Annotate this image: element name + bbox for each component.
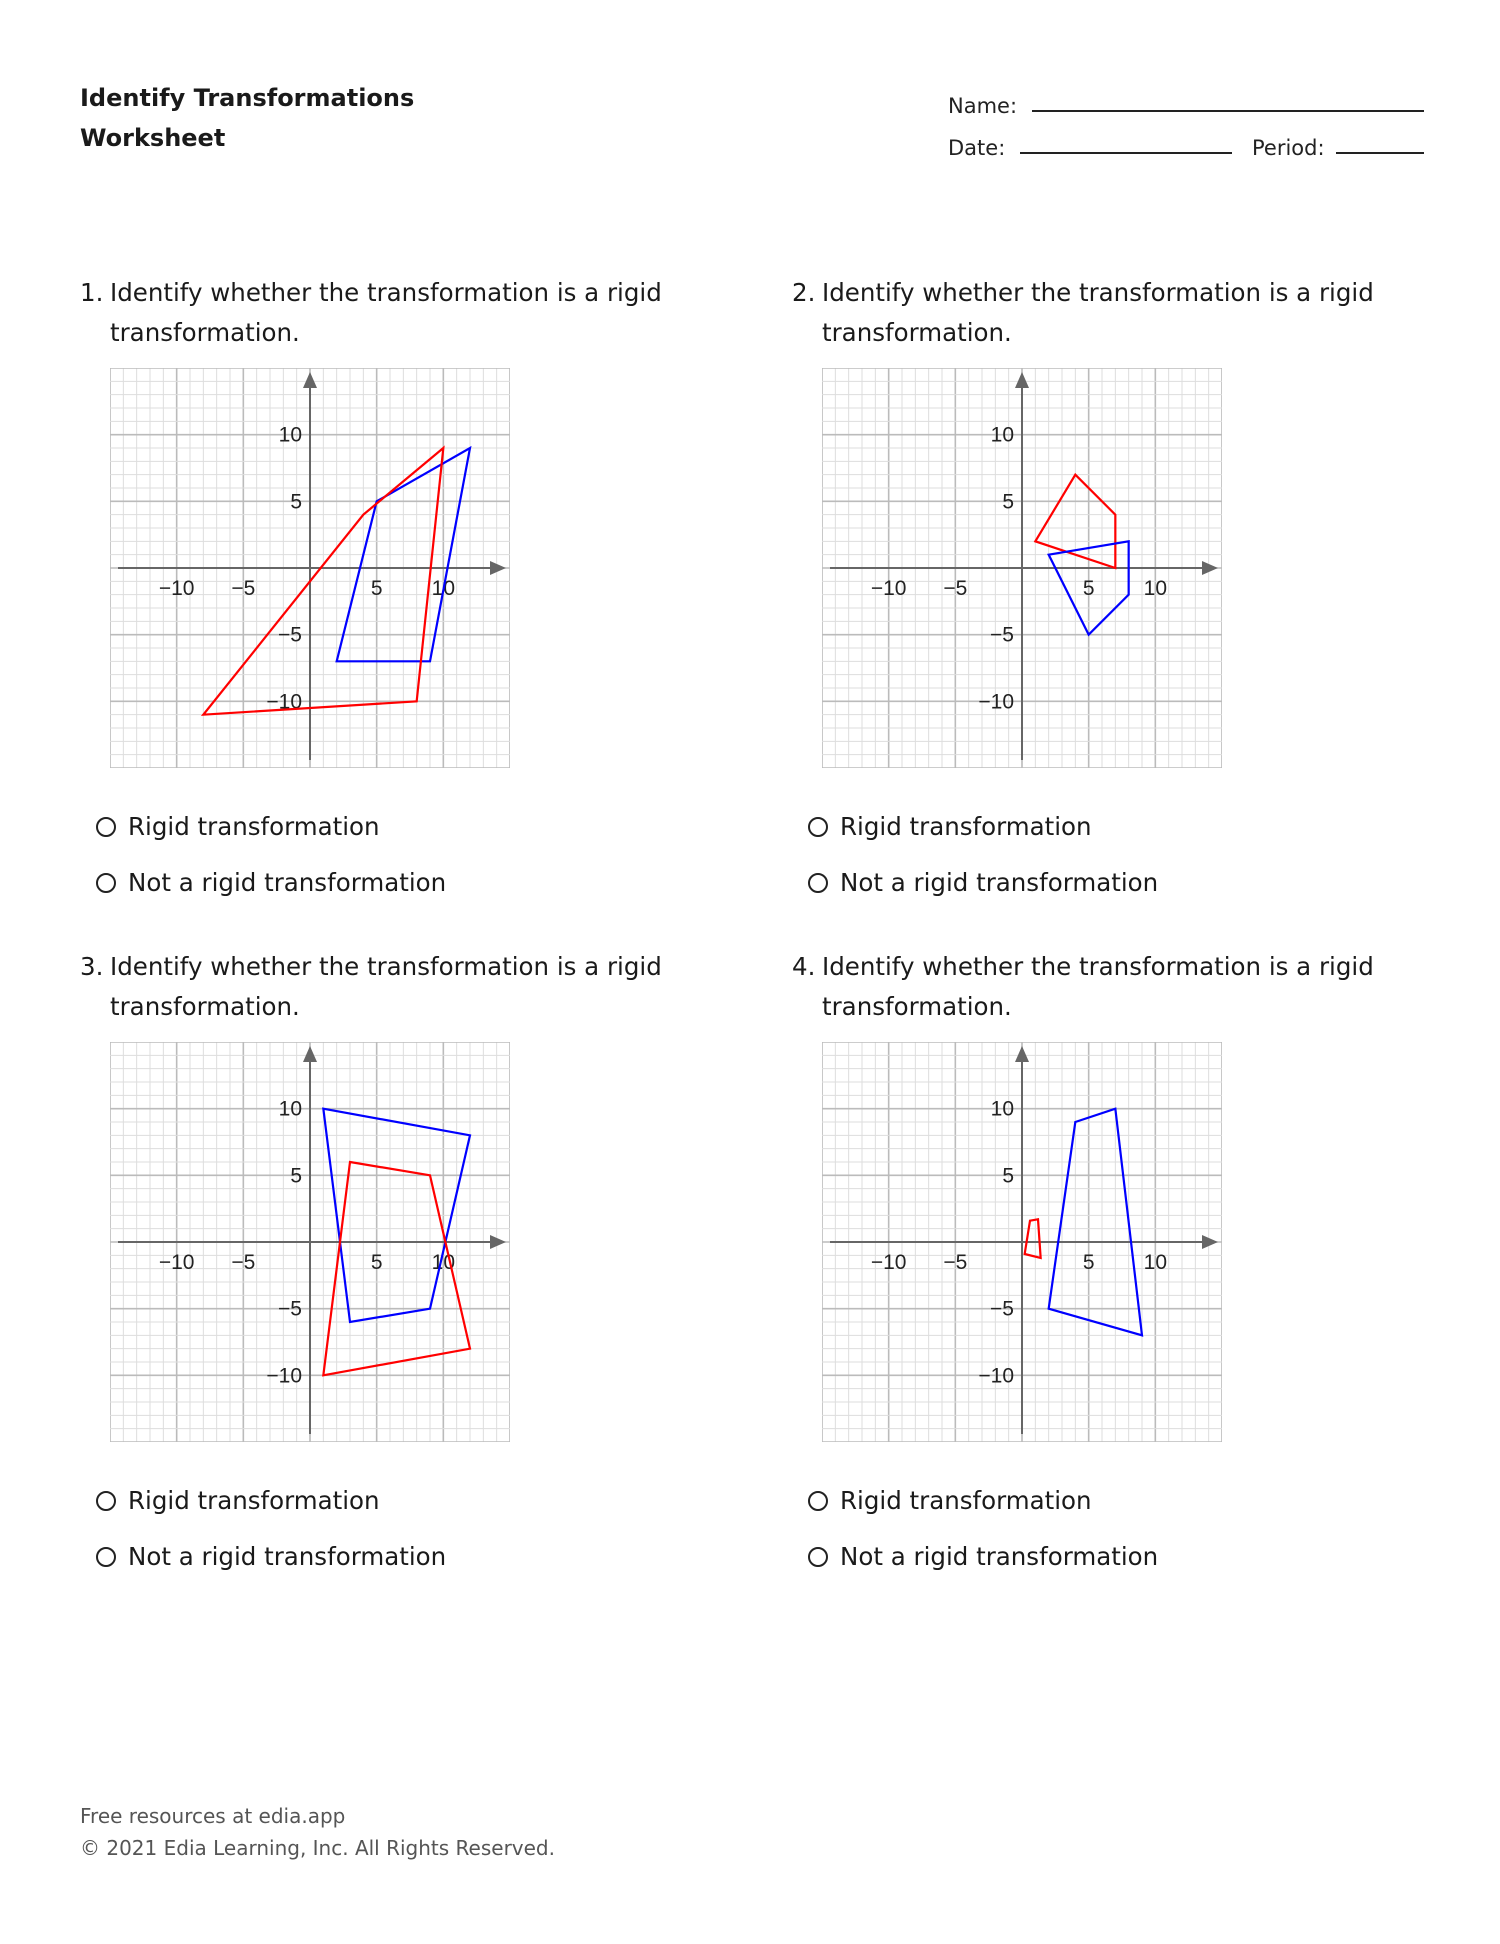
x-tick-label: −5 xyxy=(943,577,968,600)
question-text: Identify whether the transformation is a rigid xyxy=(110,952,662,981)
radio-button[interactable] xyxy=(808,1547,828,1567)
x-tick-label: 5 xyxy=(1082,577,1095,600)
option-rigid-2[interactable] xyxy=(808,812,1092,841)
question-1 xyxy=(80,273,700,353)
option-not-rigid-3[interactable] xyxy=(96,1542,446,1571)
y-tick-label: 10 xyxy=(278,1097,302,1121)
option-rigid-1[interactable] xyxy=(96,812,380,841)
question-text-continued: transformation. xyxy=(110,318,300,347)
question-text-continued: transformation. xyxy=(822,992,1012,1021)
name-label: Name: xyxy=(948,94,1018,118)
y-tick-label: 10 xyxy=(278,423,302,447)
worksheet-title: Identify Transformations xyxy=(80,84,415,112)
option-label: Not a rigid transformation xyxy=(128,1542,447,1571)
y-axis-arrow xyxy=(1015,372,1029,388)
y-tick-label: 10 xyxy=(990,1097,1014,1121)
question-number: 2. xyxy=(792,278,816,307)
x-tick-label: 5 xyxy=(370,1251,383,1274)
x-axis-arrow xyxy=(490,1235,506,1249)
option-label: Not a rigid transformation xyxy=(840,868,1159,897)
blue-polygon xyxy=(1049,1109,1142,1336)
y-tick-label: −5 xyxy=(990,1297,1014,1321)
x-tick-label: −5 xyxy=(231,1251,256,1274)
y-tick-label: −5 xyxy=(278,623,302,647)
date-label: Date: xyxy=(948,136,1006,160)
option-not-rigid-4[interactable] xyxy=(808,1542,1158,1571)
option-rigid-4[interactable] xyxy=(808,1486,1092,1515)
x-axis-arrow xyxy=(1202,1235,1218,1249)
x-axis-arrow xyxy=(1202,561,1218,575)
radio-button[interactable] xyxy=(96,1547,116,1567)
coordinate-graph-2 xyxy=(822,368,1222,768)
y-tick-label: −5 xyxy=(278,1297,302,1321)
radio-button[interactable] xyxy=(808,873,828,893)
worksheet-subtitle: Worksheet xyxy=(80,124,226,152)
question-text-continued: transformation. xyxy=(110,992,300,1021)
question-4 xyxy=(792,947,1412,1027)
question-number: 1. xyxy=(80,278,104,307)
coordinate-graph-4 xyxy=(822,1042,1222,1442)
question-text: Identify whether the transformation is a rigid xyxy=(822,278,1374,307)
y-axis-arrow xyxy=(303,1046,317,1062)
period-field[interactable] xyxy=(1336,152,1424,154)
option-label: Not a rigid transformation xyxy=(128,868,447,897)
y-tick-label: −10 xyxy=(978,1364,1014,1388)
name-field[interactable] xyxy=(1032,110,1424,112)
radio-button[interactable] xyxy=(808,817,828,837)
date-field[interactable] xyxy=(1020,152,1232,154)
option-rigid-3[interactable] xyxy=(96,1486,380,1515)
red-polygon xyxy=(1025,1219,1041,1258)
x-tick-label: −5 xyxy=(231,577,256,600)
option-not-rigid-1[interactable] xyxy=(96,868,446,897)
radio-button[interactable] xyxy=(808,1491,828,1511)
x-tick-label: 10 xyxy=(431,577,456,600)
radio-button[interactable] xyxy=(96,873,116,893)
radio-button[interactable] xyxy=(96,817,116,837)
option-label: Rigid transformation xyxy=(128,1486,380,1515)
y-tick-label: −10 xyxy=(266,690,302,714)
y-tick-label: 5 xyxy=(1002,1164,1014,1188)
question-2 xyxy=(792,273,1412,353)
x-tick-label: −5 xyxy=(943,1251,968,1274)
coordinate-graph-3 xyxy=(110,1042,510,1442)
x-tick-label: 5 xyxy=(370,577,383,600)
x-tick-label: −10 xyxy=(870,1251,907,1274)
x-tick-label: 10 xyxy=(431,1251,456,1274)
y-tick-label: −5 xyxy=(990,623,1014,647)
x-tick-label: 5 xyxy=(1082,1251,1095,1274)
y-axis-arrow xyxy=(303,372,317,388)
y-tick-label: 10 xyxy=(990,423,1014,447)
option-label: Rigid transformation xyxy=(128,812,380,841)
y-tick-label: −10 xyxy=(978,690,1014,714)
option-label: Rigid transformation xyxy=(840,812,1092,841)
option-label: Not a rigid transformation xyxy=(840,1542,1159,1571)
question-text-continued: transformation. xyxy=(822,318,1012,347)
x-tick-label: −10 xyxy=(870,577,907,600)
x-tick-label: −10 xyxy=(158,577,195,600)
y-tick-label: 5 xyxy=(1002,490,1014,514)
radio-button[interactable] xyxy=(96,1491,116,1511)
x-tick-label: 10 xyxy=(1143,577,1168,600)
x-tick-label: −10 xyxy=(158,1251,195,1274)
footer-resources: Free resources at edia.app xyxy=(80,1804,346,1828)
y-tick-label: 5 xyxy=(290,490,302,514)
question-text: Identify whether the transformation is a rigid xyxy=(822,952,1374,981)
question-text: Identify whether the transformation is a rigid xyxy=(110,278,662,307)
coordinate-graph-1 xyxy=(110,368,510,768)
question-number: 3. xyxy=(80,952,104,981)
y-axis-arrow xyxy=(1015,1046,1029,1062)
y-tick-label: 5 xyxy=(290,1164,302,1188)
question-3 xyxy=(80,947,700,1027)
y-tick-label: −10 xyxy=(266,1364,302,1388)
period-label: Period: xyxy=(1252,136,1325,160)
footer-copyright: © 2021 Edia Learning, Inc. All Rights Reserved. xyxy=(80,1836,555,1860)
option-label: Rigid transformation xyxy=(840,1486,1092,1515)
option-not-rigid-2[interactable] xyxy=(808,868,1158,897)
question-number: 4. xyxy=(792,952,816,981)
x-tick-label: 10 xyxy=(1143,1251,1168,1274)
x-axis-arrow xyxy=(490,561,506,575)
